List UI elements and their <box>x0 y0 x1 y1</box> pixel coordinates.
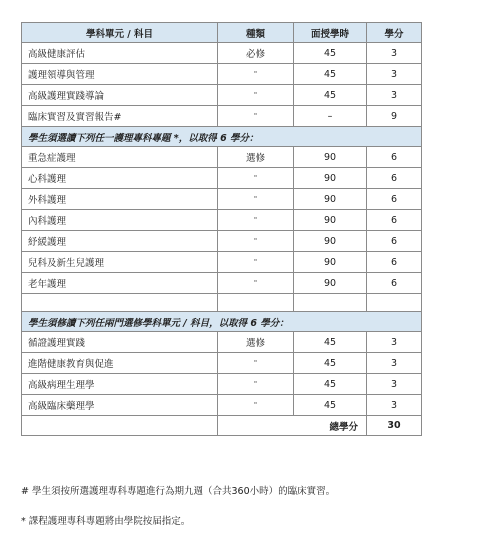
cell-type: 必修 <box>218 43 294 64</box>
cell-credits: 3 <box>367 395 422 416</box>
table-row <box>22 273 422 294</box>
cell-type: " <box>218 189 294 210</box>
table-row <box>22 210 422 231</box>
cell-hours: 45 <box>294 85 367 106</box>
table-row <box>22 85 422 106</box>
section-heading-specialty: 學生須選讀下列任一護理專科專題 *，以取得 6 學分： <box>22 127 422 147</box>
cell-subject: 進階健康教育與促進 <box>22 353 218 374</box>
cell-type: " <box>218 64 294 85</box>
cell-type: " <box>218 353 294 374</box>
cell-type: " <box>218 374 294 395</box>
cell-credits: 6 <box>367 273 422 294</box>
cell-credits: 3 <box>367 332 422 353</box>
cell-subject: 臨床實習及實習報告# <box>22 106 218 127</box>
cell-subject: 老年護理 <box>22 273 218 294</box>
cell-hours: 90 <box>294 252 367 273</box>
table-row <box>22 43 422 64</box>
cell-hours: 45 <box>294 374 367 395</box>
cell-type: " <box>218 395 294 416</box>
header-credits: 學分 <box>367 23 422 43</box>
cell-type: 選修 <box>218 147 294 168</box>
table-header-row <box>22 23 422 43</box>
cell-empty <box>22 294 218 312</box>
table-row <box>22 168 422 189</box>
cell-hours: 90 <box>294 231 367 252</box>
table-row <box>22 395 422 416</box>
header-hours: 面授學時 <box>294 23 367 43</box>
cell-hours: 45 <box>294 395 367 416</box>
cell-subject: 護理領導與管理 <box>22 64 218 85</box>
cell-hours: 45 <box>294 353 367 374</box>
cell-subject: 內科護理 <box>22 210 218 231</box>
cell-hours: 90 <box>294 210 367 231</box>
cell-subject: 重急症護理 <box>22 147 218 168</box>
section-row-electives <box>22 312 422 332</box>
cell-type: " <box>218 252 294 273</box>
cell-subject: 高級健康評估 <box>22 43 218 64</box>
cell-credits: 3 <box>367 353 422 374</box>
cell-type: " <box>218 210 294 231</box>
cell-credits: 6 <box>367 147 422 168</box>
table-row <box>22 231 422 252</box>
total-row <box>22 416 422 436</box>
curriculum-table <box>21 22 422 436</box>
table-row <box>22 374 422 395</box>
cell-empty <box>367 294 422 312</box>
cell-subject: 外科護理 <box>22 189 218 210</box>
cell-subject: 循證護理實踐 <box>22 332 218 353</box>
cell-subject: 高級護理實踐導論 <box>22 85 218 106</box>
footnote-assignment: * 課程護理專科專題將由學院按届指定。 <box>21 516 191 527</box>
total-credits-value: 30 <box>367 416 422 436</box>
cell-type: 選修 <box>218 332 294 353</box>
table-row <box>22 64 422 85</box>
cell-type: " <box>218 168 294 189</box>
section-row-specialty <box>22 127 422 147</box>
header-type: 種類 <box>218 23 294 43</box>
cell-hours: 45 <box>294 64 367 85</box>
cell-credits: 9 <box>367 106 422 127</box>
cell-credits: 6 <box>367 168 422 189</box>
cell-credits: 6 <box>367 210 422 231</box>
cell-credits: 6 <box>367 252 422 273</box>
cell-credits: 3 <box>367 374 422 395</box>
table-row <box>22 332 422 353</box>
table-row <box>22 252 422 273</box>
cell-hours: 90 <box>294 147 367 168</box>
cell-credits: 3 <box>367 64 422 85</box>
cell-empty <box>22 416 218 436</box>
cell-type: " <box>218 231 294 252</box>
total-credits-label: 總學分 <box>218 416 367 436</box>
header-subject: 學科單元 / 科目 <box>22 23 218 43</box>
table-row <box>22 189 422 210</box>
table-row <box>22 353 422 374</box>
cell-hours: 90 <box>294 189 367 210</box>
cell-hours: 45 <box>294 43 367 64</box>
cell-credits: 6 <box>367 231 422 252</box>
cell-subject: 紓緩護理 <box>22 231 218 252</box>
cell-hours: – <box>294 106 367 127</box>
cell-hours: 90 <box>294 168 367 189</box>
cell-hours: 90 <box>294 273 367 294</box>
cell-credits: 3 <box>367 85 422 106</box>
table-row <box>22 147 422 168</box>
cell-type: " <box>218 273 294 294</box>
cell-subject: 高級臨床藥理學 <box>22 395 218 416</box>
footnote-practicum: # 學生須按所選護理專科專題進行為期九週（合共360小時）的臨床實習。 <box>21 486 336 497</box>
cell-hours: 45 <box>294 332 367 353</box>
cell-subject: 高級病理生理學 <box>22 374 218 395</box>
section-heading-electives: 學生須修讀下列任兩門選修學科單元 / 科目，以取得 6 學分： <box>22 312 422 332</box>
table-row-blank <box>22 294 422 312</box>
cell-type: " <box>218 106 294 127</box>
cell-empty <box>294 294 367 312</box>
cell-subject: 兒科及新生兒護理 <box>22 252 218 273</box>
curriculum-table-container <box>21 22 421 436</box>
cell-credits: 6 <box>367 189 422 210</box>
cell-type: " <box>218 85 294 106</box>
cell-credits: 3 <box>367 43 422 64</box>
table-row <box>22 106 422 127</box>
cell-subject: 心科護理 <box>22 168 218 189</box>
cell-empty <box>218 294 294 312</box>
